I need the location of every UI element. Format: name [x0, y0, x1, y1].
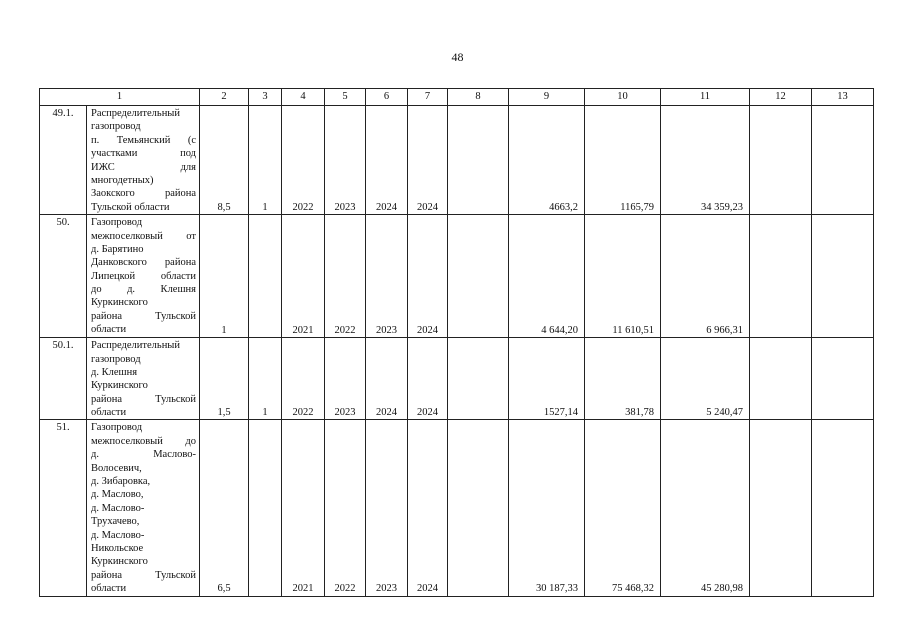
cell-col-9: 4 644,20 — [509, 215, 585, 338]
table-row — [40, 215, 874, 338]
cell-col-8 — [448, 106, 509, 215]
cell-col-2: 1,5 — [200, 338, 249, 420]
header-cell: 10 — [585, 89, 661, 106]
description-line: района Тульской — [91, 310, 196, 322]
cell-col-5: 2023 — [325, 106, 366, 215]
description-line: Липецкой области — [91, 270, 196, 282]
cell-col-4: 2021 — [282, 215, 325, 338]
header-cell: 7 — [408, 89, 448, 106]
row-number: 50.1. — [40, 338, 87, 420]
description-line: Распределительный — [91, 340, 180, 352]
description-line: Тульской области — [91, 201, 170, 213]
header-cell: 8 — [448, 89, 509, 106]
cell-col-6: 2023 — [366, 420, 408, 596]
header-cell: 11 — [661, 89, 750, 106]
description-line: Куркинского — [91, 297, 148, 309]
header-cell: 12 — [750, 89, 812, 106]
description-line: участками под — [91, 148, 196, 160]
cell-col-11: 34 359,23 — [661, 106, 750, 215]
description-line: межпоселковый от — [91, 230, 196, 242]
object-description — [87, 106, 200, 215]
description-line: области — [91, 324, 127, 336]
cell-col-5: 2022 — [325, 420, 366, 596]
description-line: многодетных) — [91, 174, 154, 186]
header-cell: 3 — [249, 89, 282, 106]
header-row — [40, 89, 874, 106]
object-description — [87, 420, 200, 596]
cell-col-9: 4663,2 — [509, 106, 585, 215]
description-line: межпоселковый до — [91, 435, 196, 447]
cell-col-11: 45 280,98 — [661, 420, 750, 596]
cell-col-9: 1527,14 — [509, 338, 585, 420]
description-line: до д. Клешня — [91, 284, 196, 296]
description-line: ИЖС для — [91, 161, 196, 173]
description-line: района Тульской — [91, 569, 196, 581]
cell-col-12 — [750, 338, 812, 420]
description-line: д. Маслово- — [91, 502, 145, 514]
cell-col-2: 1 — [200, 215, 249, 338]
description-line: д. Барятино — [91, 243, 144, 255]
cell-col-13 — [812, 106, 874, 215]
description-line: газопровод — [91, 121, 141, 133]
description-line: области — [91, 583, 127, 595]
cell-col-8 — [448, 338, 509, 420]
cell-col-12 — [750, 215, 812, 338]
description-line: Куркинского — [91, 380, 148, 392]
cell-col-4: 2022 — [282, 106, 325, 215]
description-line: Газопровод — [91, 217, 143, 229]
cell-col-2: 6,5 — [200, 420, 249, 596]
object-description — [87, 338, 200, 420]
cell-col-6: 2023 — [366, 215, 408, 338]
description-line: Трухачево, — [91, 516, 140, 528]
cell-col-10: 1165,79 — [585, 106, 661, 215]
description-line: д. Маслово- — [91, 529, 145, 541]
header-cell: 1 — [40, 89, 200, 106]
cell-col-12 — [750, 420, 812, 596]
cell-col-3: 1 — [249, 338, 282, 420]
description-line: д. Клешня — [91, 366, 138, 378]
cell-col-5: 2023 — [325, 338, 366, 420]
cell-col-11: 6 966,31 — [661, 215, 750, 338]
header-cell: 6 — [366, 89, 408, 106]
cell-col-9: 30 187,33 — [509, 420, 585, 596]
cell-col-10: 381,78 — [585, 338, 661, 420]
cell-col-6: 2024 — [366, 338, 408, 420]
description-line: д. Зибаровка, — [91, 476, 151, 488]
row-number: 51. — [40, 420, 87, 596]
cell-col-3 — [249, 420, 282, 596]
description-line: д. Маслово- — [91, 449, 196, 461]
table-row — [40, 338, 874, 420]
cell-col-10: 75 468,32 — [585, 420, 661, 596]
object-description — [87, 215, 200, 338]
cell-col-3 — [249, 215, 282, 338]
description-line: Данковского района — [91, 257, 196, 269]
cell-col-10: 11 610,51 — [585, 215, 661, 338]
header-cell: 5 — [325, 89, 366, 106]
description-line: Волосевич, — [91, 462, 142, 474]
description-line: Куркинского — [91, 556, 148, 568]
cell-col-7: 2024 — [408, 106, 448, 215]
row-number: 49.1. — [40, 106, 87, 215]
table-row — [40, 420, 874, 596]
cell-col-12 — [750, 106, 812, 215]
description-line: Никольское — [91, 542, 144, 554]
header-cell: 4 — [282, 89, 325, 106]
cell-col-3: 1 — [249, 106, 282, 215]
investment-table — [39, 88, 874, 597]
cell-col-7: 2024 — [408, 215, 448, 338]
cell-col-2: 8,5 — [200, 106, 249, 215]
header-cell: 13 — [812, 89, 874, 106]
description-line: Заокского района — [91, 188, 196, 200]
cell-col-8 — [448, 215, 509, 338]
table-row — [40, 106, 874, 215]
description-line: п. Темьянский (с — [91, 134, 196, 146]
cell-col-11: 5 240,47 — [661, 338, 750, 420]
page-number: 48 — [451, 50, 464, 64]
cell-col-4: 2022 — [282, 338, 325, 420]
header-cell: 9 — [509, 89, 585, 106]
description-line: области — [91, 407, 127, 419]
header-cell: 2 — [200, 89, 249, 106]
cell-col-4: 2021 — [282, 420, 325, 596]
cell-col-5: 2022 — [325, 215, 366, 338]
cell-col-13 — [812, 338, 874, 420]
description-line: д. Маслово, — [91, 489, 144, 501]
description-line: газопровод — [91, 353, 141, 365]
cell-col-13 — [812, 215, 874, 338]
cell-col-7: 2024 — [408, 420, 448, 596]
cell-col-8 — [448, 420, 509, 596]
cell-col-6: 2024 — [366, 106, 408, 215]
cell-col-7: 2024 — [408, 338, 448, 420]
description-line: Газопровод — [91, 422, 143, 434]
cell-col-13 — [812, 420, 874, 596]
row-number: 50. — [40, 215, 87, 338]
description-line: Распределительный — [91, 108, 180, 119]
description-line: района Тульской — [91, 393, 196, 405]
